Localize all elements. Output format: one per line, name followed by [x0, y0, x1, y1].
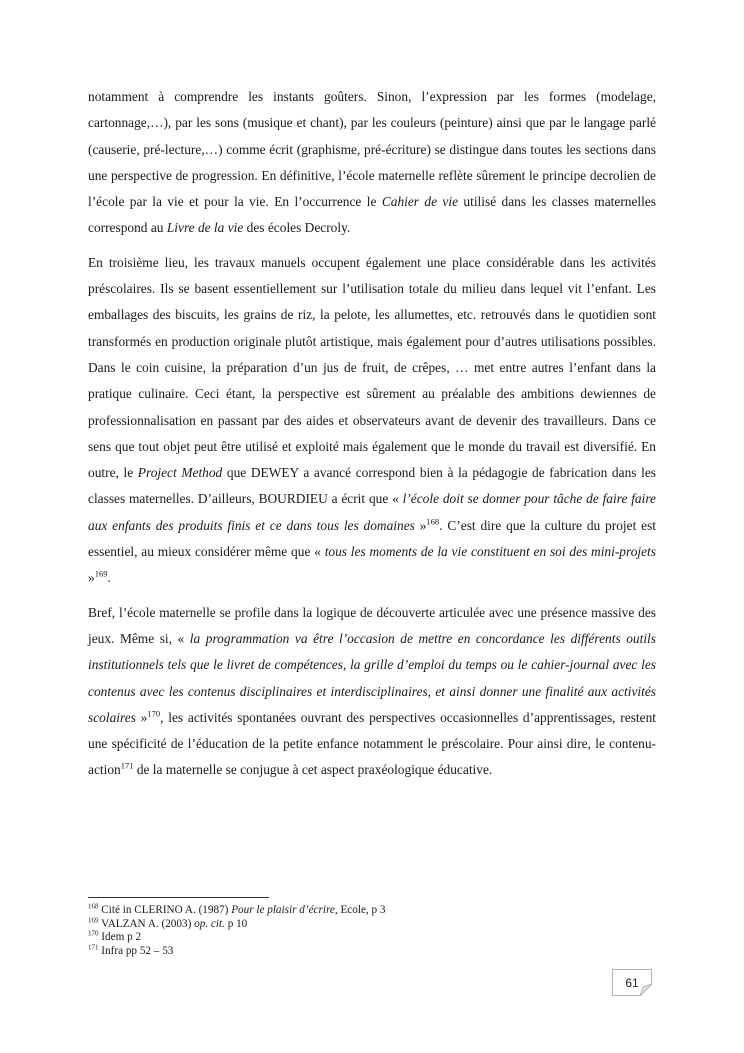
text-run: » — [135, 709, 148, 725]
text-run: , les activités spontanées ouvrant des perspectives occasionnelles d’apprentissages, restent une spécificité de l’éducation de la petite enfance notamment le préscolaire. Pour ainsi dire, le contenu-action — [88, 709, 656, 778]
page-number: 61 — [625, 975, 639, 990]
text-run: Infra pp 52 – 53 — [98, 944, 174, 957]
paragraph — [88, 250, 656, 592]
text-run: de la maternelle se conjugue à cet aspect praxéologique éducative. — [133, 762, 493, 778]
text-run: En troisième lieu, les travaux manuels occupent également une place considérable dans les activités préscolaires. Ils se basent essentiellement sur l’utilisation totale du milieu dans lequel vit l’enfant. Les emballages des biscuits, les grains de riz, la pelote, les allumettes, etc. retrouvés dans le quotidien sont transformés en production originale plutôt artistique, mais également pour d’autres utilisations possibles. Dans le coin cuisine, la préparation d’un jus de fruit, de crêpes, … met entre autres l’enfant dans la pratique culinaire. Ceci étant, la perspective est sûrement au préalable des ambitions dewiennes de professionnalisation en passant par des aides et observateurs avant de devenir des travailleurs. Dans ce sens que tout objet peut être utilisé et exploité mais également que le monde du travail est diversifié. En outre, le — [88, 254, 656, 481]
text-run: » — [88, 570, 95, 586]
italic-text: Project Method — [137, 465, 223, 481]
footnote-separator — [88, 897, 269, 898]
text-run: Bref, l’école maternelle se profile dans la logique de découverte articulée avec une présence massive des jeux. Même si, « — [88, 604, 656, 646]
italic-text: op. cit. — [194, 917, 225, 930]
footnote-number: 171 — [88, 942, 99, 951]
text-run: . C’est dire que la culture du projet est essentiel, au mieux considérer même que « — [88, 517, 657, 560]
text-run: notamment à comprendre les instants goûters. Sinon, l’expression par les formes (modelage, cartonnage,…), par les sons (musique et chant), par les couleurs (peinture) ainsi que par le langage parlé (causerie, pré-lecture,…) comme écrit (graphisme, pré-écriture) se distingue dans toutes les sections dans une perspective de progression. En définitive, l’école maternelle reflète sûrement le principe decrolien de l’école par la vie et pour la vie. En l’occurrence le — [88, 89, 656, 210]
text-run: utilisé dans les classes maternelles correspond au — [88, 194, 657, 236]
text-run: , Ecole, p 3 — [334, 904, 386, 916]
footnotes — [88, 904, 656, 958]
page-curl-icon — [640, 984, 652, 996]
footnote-number: 169 — [88, 915, 99, 924]
text-run: que DEWEY a avancé correspond bien à la pédagogie de fabrication dans les classes maternelles. D’ailleurs, BOURDIEU a écrit que « — [88, 465, 656, 507]
paragraph — [88, 600, 656, 784]
text-run: . — [107, 570, 111, 586]
footnote — [88, 915, 656, 932]
footnote-number: 170 — [88, 929, 99, 938]
text-run: Cité in CLERINO A. (1987) — [98, 904, 232, 916]
text-run: Idem p 2 — [98, 931, 142, 943]
text-run: p 10 — [224, 917, 248, 930]
footnote-number: 168 — [88, 902, 99, 911]
italic-text: Cahier de vie — [381, 194, 459, 210]
body-text — [88, 84, 656, 792]
text-run: » — [414, 517, 427, 533]
footnote-reference: 170 — [147, 708, 161, 719]
page-number-box — [612, 969, 652, 996]
footnote-reference: 171 — [120, 760, 134, 771]
footnote — [88, 931, 656, 945]
italic-text: l’école doit se donner pour tâche de faire faire aux enfants des produits finis et ce dans tous les domaines — [88, 491, 656, 533]
italic-text: tous les moments de la vie constituent en soi des mini-projets — [324, 544, 656, 560]
footnote-reference: 168 — [426, 516, 440, 527]
footnote-reference: 169 — [94, 568, 108, 579]
footnote — [88, 942, 656, 959]
text-run: des écoles Decroly. — [243, 220, 351, 236]
italic-text: Pour le plaisir d’écrire — [231, 904, 335, 916]
italic-text: la programmation va être l’occasion de mettre en concordance les différents outils institutionnels tels que le livret de compétences, la grille d’emploi du temps ou le cahier-journal avec les contenus avec les contenus disciplinaires et interdisciplinaires, et ainsi donner une finalité aux activités scolaires — [88, 630, 656, 725]
text-run: VALZAN A. (2003) — [98, 917, 195, 930]
footnote — [88, 904, 656, 918]
italic-text: Livre de la vie — [166, 220, 244, 236]
paragraph — [88, 84, 656, 242]
